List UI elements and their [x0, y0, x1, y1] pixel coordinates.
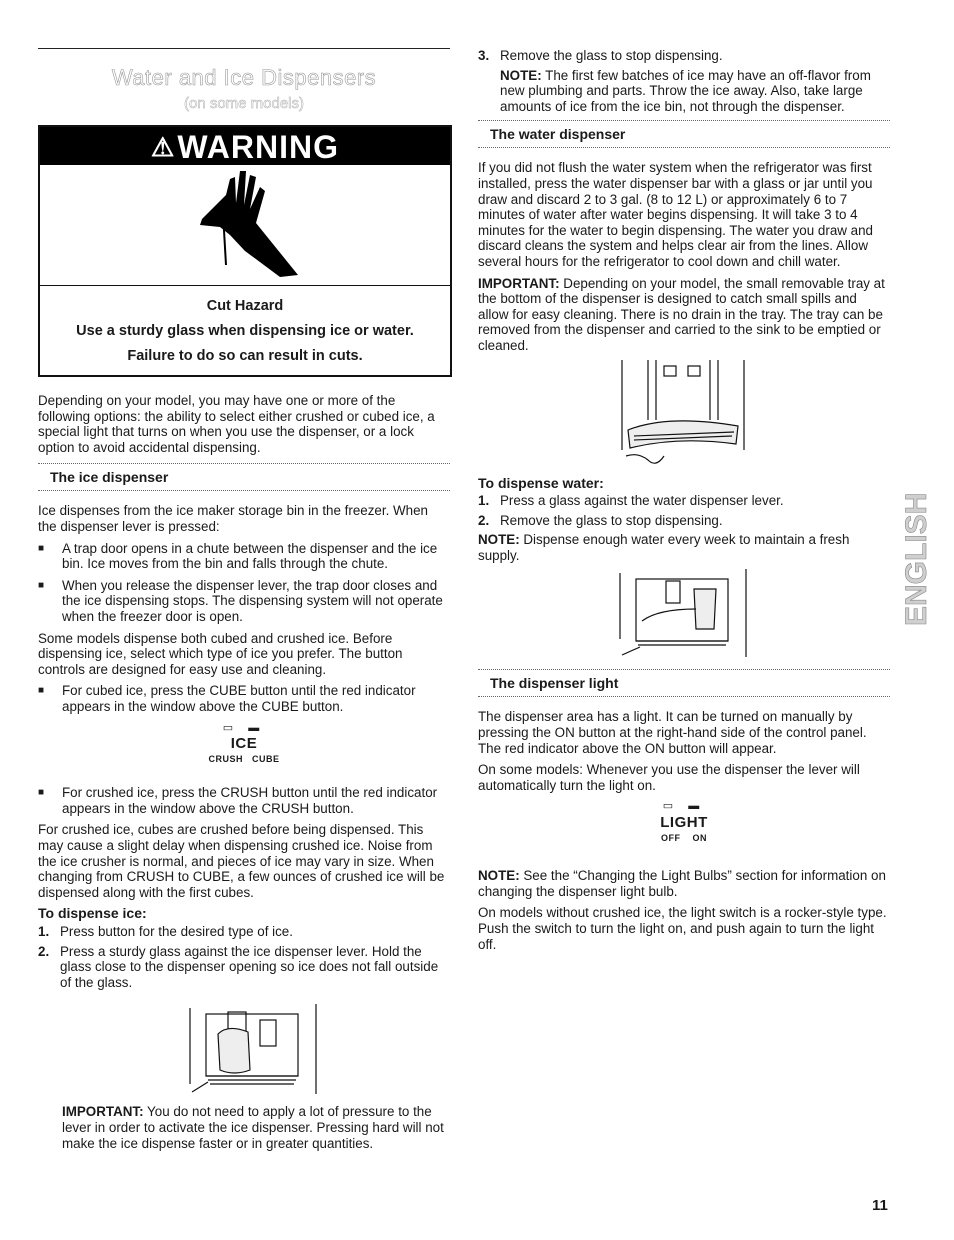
warning-line-2: Failure to do so can result in cuts.: [127, 348, 363, 364]
cut-hazard-hand-icon: [40, 165, 450, 286]
water-section-heading: The water dispenser: [490, 126, 626, 143]
side-tab-text: ENGLISH: [900, 492, 933, 626]
list-item: 3. Remove the glass to stop dispensing.: [478, 48, 723, 63]
page-subtitle: (on some models): [183, 95, 305, 112]
indicator-lamps-icon: ▭ ▬: [222, 721, 266, 734]
language-side-tab: [900, 450, 934, 630]
ice-section-heading-bar: [38, 463, 450, 491]
ice-dispenser-illustration: [188, 1004, 450, 1096]
warning-box: [38, 125, 452, 377]
warning-triangle-icon: ⚠: [151, 132, 176, 162]
list-item: ■ When you release the dispenser lever, the trap door closes and the ice dispensing stops. The dispensing system will not operate when the freezer door is open.: [38, 577, 443, 624]
bullet-icon: ■: [38, 579, 45, 591]
water-dispenser-illustration: [618, 569, 890, 661]
ice-control-panel: [38, 721, 450, 768]
light-panel-label: LIGHT: [660, 814, 708, 832]
light-panel-buttons: [478, 831, 890, 847]
indicator-lamps-icon: ▭ ▬: [662, 800, 706, 813]
light-paragraph-3: On models without crushed ice, the light switch is a rocker-style type. Push the switch to turn the light on, and push again to turn the light off.: [478, 905, 887, 952]
warning-text: [40, 286, 450, 375]
cube-button[interactable]: CUBE: [252, 753, 280, 764]
list-item: ■ A trap door opens in a chute between the dispenser and the ice bin. Ice moves from the bin and falls through the chute.: [38, 540, 438, 572]
list-item: ■ For cubed ice, press the CUBE button until the red indicator appears in the window above the CUBE button.: [38, 683, 416, 714]
list-item: ■ For crushed ice, press the CRUSH button until the red indicator appears in the window above the CRUSH button.: [38, 785, 438, 816]
ice-panel-buttons: [38, 752, 450, 768]
bullet-icon: ■: [38, 787, 45, 799]
water-section-heading-bar: [478, 120, 890, 148]
water-paragraph-1: If you did not flush the water system when the refrigerator was first installed, press the water dispenser bar with a glass or jar until you draw and discard 2 to 3 gal. (8 to 12 L) or approximately 6 to 7 minutes of water after water begins dispensing. It will take 3 to 4 minutes for the water to begin dispensing. The water you draw and discard cleans the system and helps clear air from the lines. Allow several hours for the refrigerator to cool down and chill water.: [478, 160, 874, 269]
crush-button[interactable]: CRUSH: [208, 753, 243, 764]
hazard-title: Cut Hazard: [206, 298, 284, 314]
top-rule: [38, 48, 450, 49]
right-column: [478, 48, 890, 958]
bullet-icon: ■: [38, 685, 45, 697]
page-title: Water and Ice Dispensers: [111, 65, 377, 90]
water-tray-illustration: [608, 360, 890, 472]
ice-panel-label: ICE: [230, 735, 258, 753]
ice-paragraph-2: Some models dispense both cubed and crushed ice. Before dispensing ice, select which type of ice you prefer. The button controls are designed for easy use and cleaning.: [38, 630, 403, 677]
ice-paragraph-1: Ice dispenses from the ice maker storage bin in the freezer. When the dispenser lever is pressed:: [38, 503, 429, 534]
list-item: 1. Press a glass against the water dispenser lever.: [478, 493, 784, 509]
warning-label: WARNING: [177, 129, 339, 165]
water-important-paragraph: IMPORTANT: Depending on your model, the small removable tray at the bottom of the dispenser is designed to catch small spills and allow for easy cleaning. There is no drain in the tray. The tray can be removed from the dispenser and carried to the sink to be emptied or cleaned.: [478, 275, 885, 353]
list-item: 2. Press a sturdy glass against the ice dispenser lever. Hold the glass close to the dispenser opening so ice does not fall outside of the glass.: [38, 943, 439, 990]
water-note-paragraph: NOTE: Dispense enough water every week to maintain a fresh supply.: [478, 532, 850, 563]
off-button[interactable]: OFF: [660, 832, 681, 843]
dispense-water-heading: To dispense water:: [478, 474, 604, 491]
on-button[interactable]: ON: [692, 832, 707, 843]
light-control-panel: [478, 799, 890, 846]
bullet-icon: ■: [38, 542, 45, 554]
warning-line-1: Use a sturdy glass when dispensing ice or water.: [76, 323, 414, 339]
light-note-paragraph: NOTE: See the “Changing the Light Bulbs” section for information on changing the dispenser light bulb.: [478, 868, 886, 899]
ice-section-heading: The ice dispenser: [50, 469, 169, 486]
left-column: [38, 48, 450, 1157]
ice-paragraph-3: For crushed ice, cubes are crushed before being dispensed. This may cause a slight delay when dispensing crushed ice. Noise from the ice crusher is normal, and pieces of ice may vary in size. When changing from CRUSH to CUBE, a few ounces of crushed ice will be dispensed along with the first cubes.: [38, 822, 445, 900]
light-section-heading-bar: [478, 669, 890, 697]
light-paragraph-1: The dispenser area has a light. It can be turned on manually by pressing the ON button at the right-hand side of the control panel. The red indicator above the ON button will appear.: [478, 709, 867, 756]
list-item: 2. Remove the glass to stop dispensing.: [478, 512, 723, 528]
page-number: 11: [872, 1197, 888, 1214]
intro-paragraph: Depending on your model, you may have one or more of the following options: the ability to select either crushed or cubed ice, a special light that turns on when you use the dispenser, or a lock option to avoid accidental dispensing.: [38, 393, 435, 455]
list-item: 1. Press button for the desired type of ice.: [38, 924, 293, 940]
ice-important-paragraph: IMPORTANT: You do not need to apply a lot of pressure to the lever in order to activate the ice dispenser. Pressing hard will not make the ice dispense faster or in greater quantities.: [62, 1104, 444, 1151]
light-paragraph-2: On some models: Whenever you use the dispenser the lever will automatically turn the light on.: [478, 762, 860, 793]
light-section-heading: The dispenser light: [490, 675, 619, 692]
ice-note-paragraph: NOTE: The first few batches of ice may have an off-flavor from new plumbing and parts. Throw the ice away. Also, take large amounts of ice from the ice bin, not through the dispenser.: [500, 67, 871, 114]
dispense-ice-heading: To dispense ice:: [38, 905, 147, 922]
warning-header: [40, 127, 450, 165]
